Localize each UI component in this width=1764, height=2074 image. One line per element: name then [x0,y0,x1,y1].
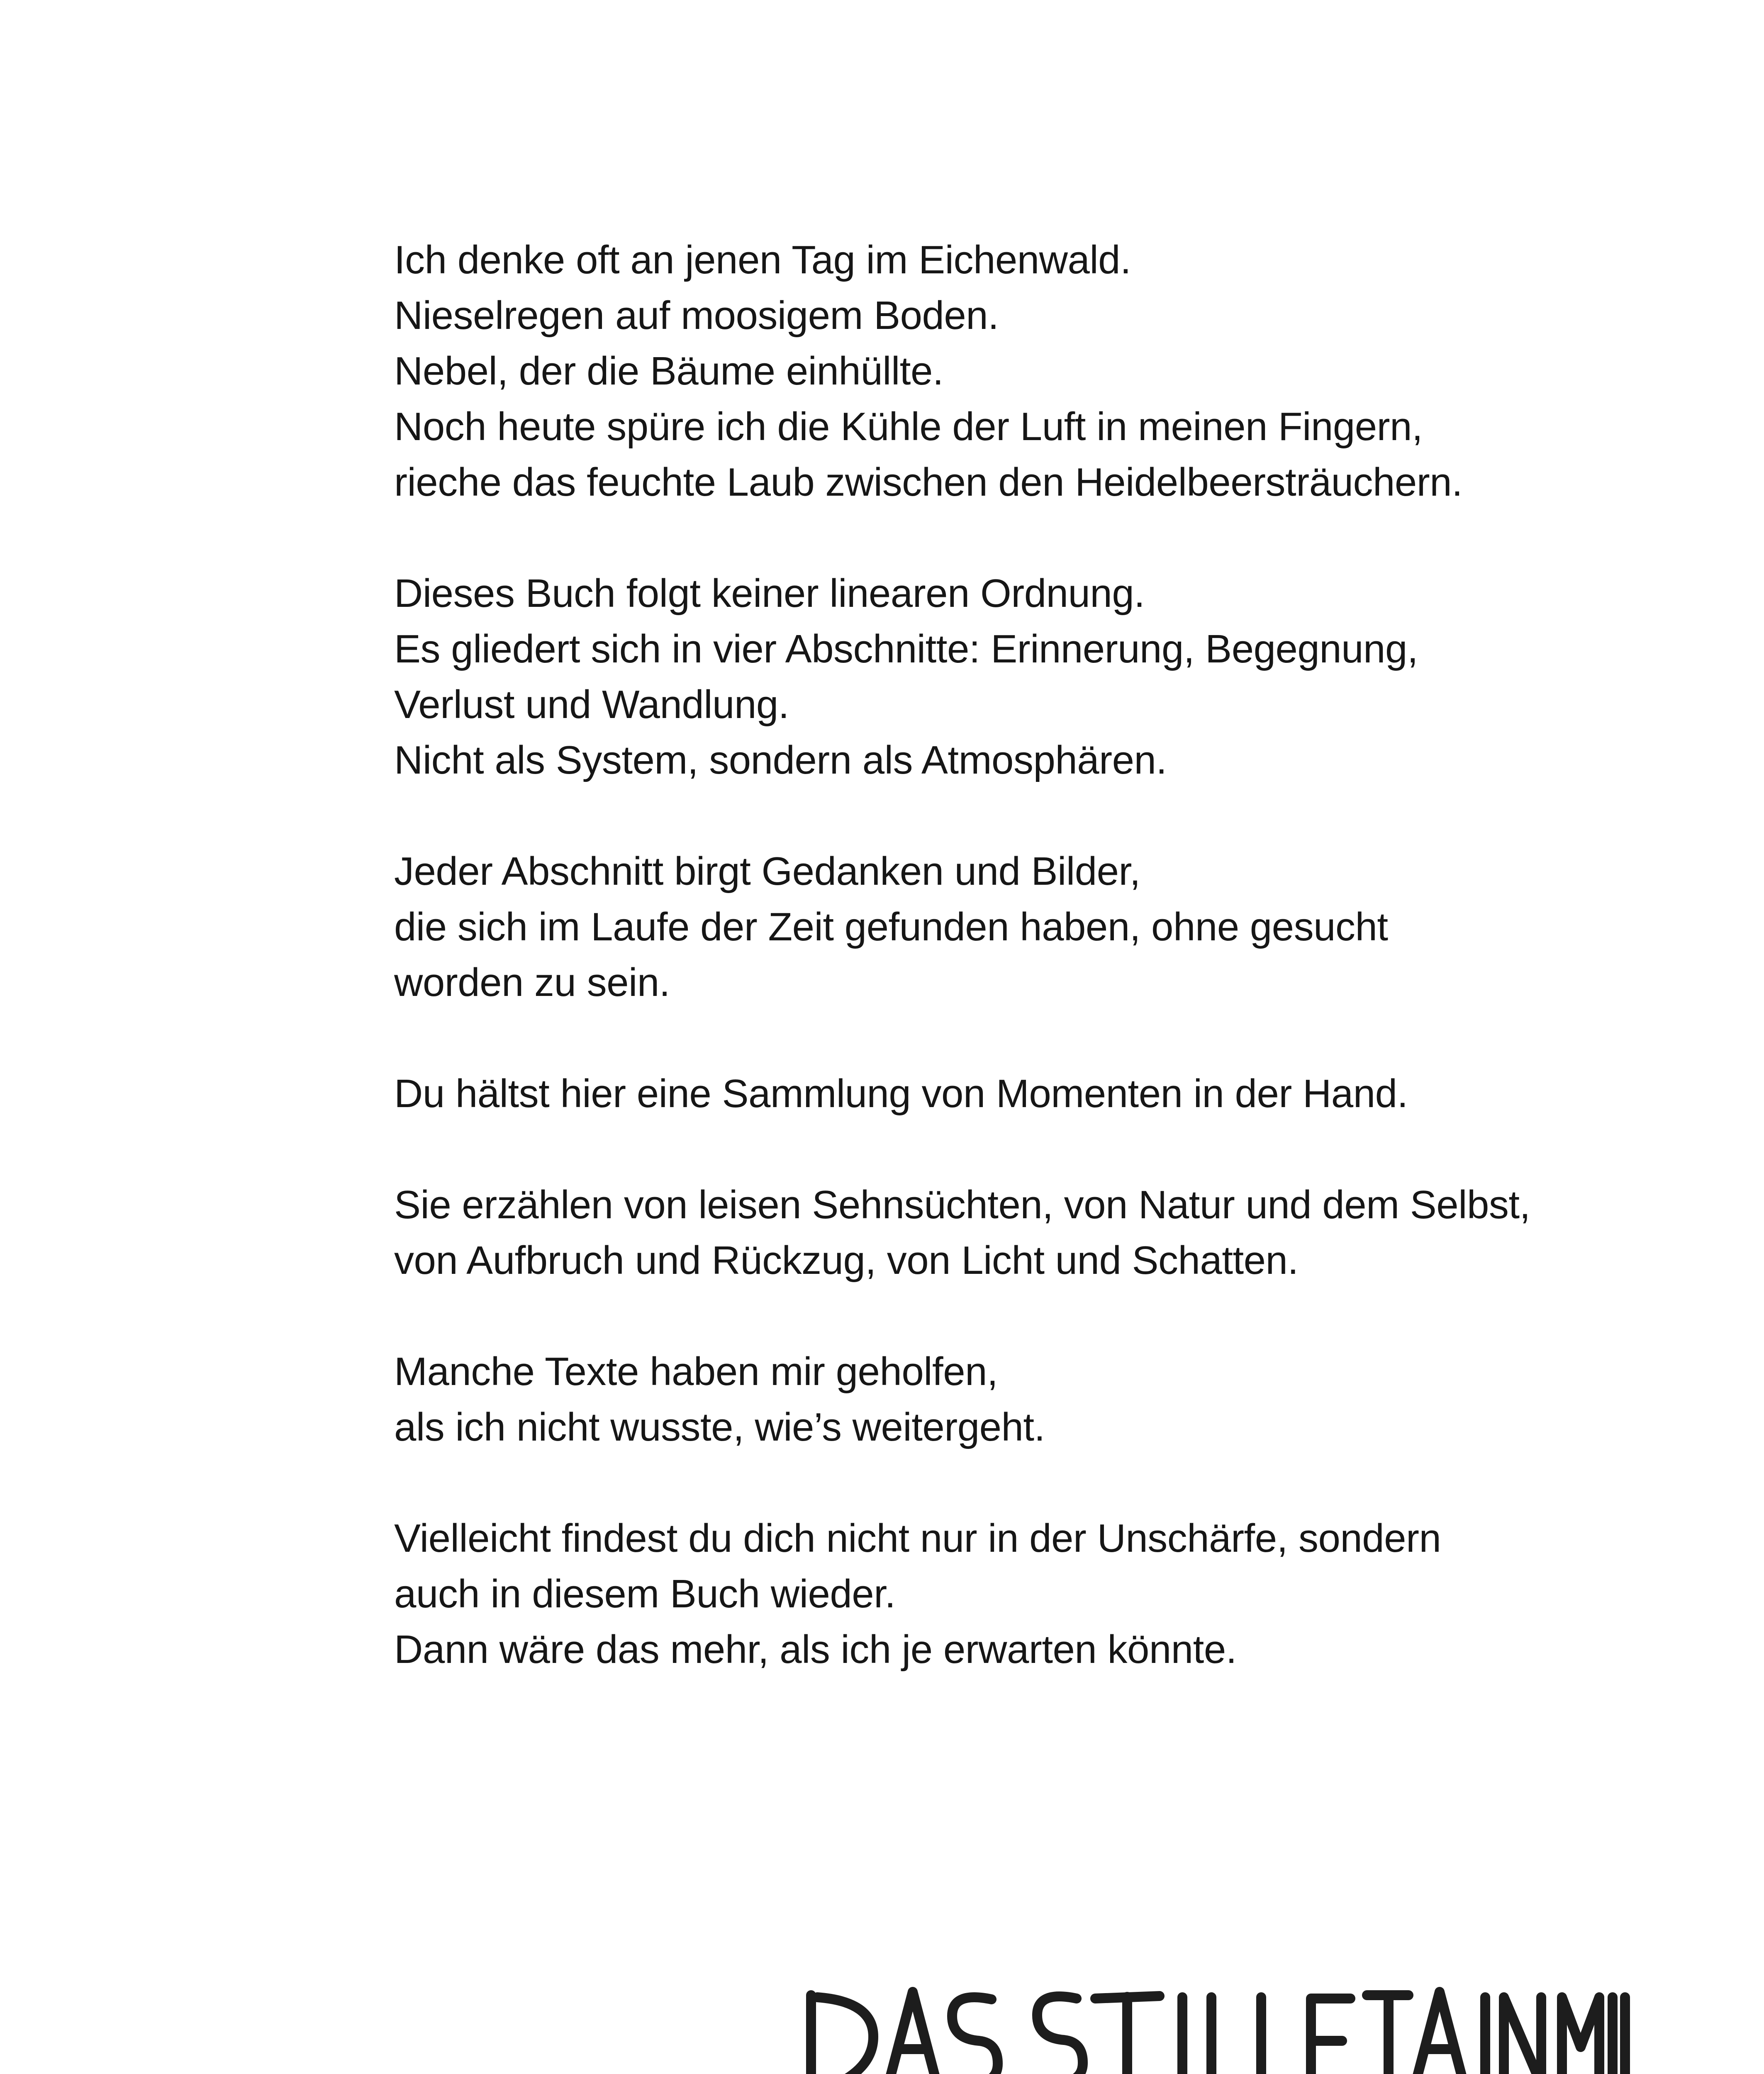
text-line: Dieses Buch folgt keiner linearen Ordnung. [394,571,1145,616]
handwritten-title [803,1962,1632,2074]
text-line: Es gliedert sich in vier Abschnitte: Erinnerung, Begegnung, [394,627,1418,671]
text-line: Dann wäre das mehr, als ich je erwarten könnte. [394,1627,1237,1672]
text-line: Vielleicht findest du dich nicht nur in der Unschärfe, sondern [394,1516,1441,1560]
text-line: auch in diesem Buch wieder. [394,1572,896,1616]
text-line: von Aufbruch und Rückzug, von Licht und Schatten. [394,1238,1299,1283]
text-line: Nicht als System, sondern als Atmosphären. [394,738,1167,782]
text-line: rieche das feuchte Laub zwischen den Heidelbeersträuchern. [394,460,1463,504]
text-line: Verlust und Wandlung. [394,682,789,727]
text-line: als ich nicht wusste, wie’s weitergeht. [394,1405,1045,1449]
text-line: Nieselregen auf moosigem Boden. [394,293,999,338]
text-line: Du hältst hier eine Sammlung von Momenten in der Hand. [394,1071,1408,1116]
paragraph-2 [394,566,1659,788]
text-line: die sich im Laufe der Zeit gefunden haben, ohne gesucht [394,905,1388,949]
paragraph-1 [394,232,1659,510]
text-line: Noch heute spüre ich die Kühle der Luft in meinen Fingern, [394,404,1423,449]
text-line: Ich denke oft an jenen Tag im Eichenwald. [394,238,1131,282]
text-line: worden zu sein. [394,960,670,1005]
body-text [394,232,1659,1733]
paragraph-6 [394,1344,1659,1455]
text-line: Manche Texte haben mir geholfen, [394,1349,998,1394]
text-line: Sie erzählen von leisen Sehnsüchten, von Natur und dem Selbst, [394,1183,1530,1227]
paragraph-4 [394,1066,1659,1122]
text-line: Nebel, der die Bäume einhüllte. [394,349,943,393]
paragraph-5 [394,1177,1659,1288]
text-line: Jeder Abschnitt birgt Gedanken und Bilder, [394,849,1140,893]
paragraph-3 [394,844,1659,1010]
paragraph-7 [394,1511,1659,1677]
